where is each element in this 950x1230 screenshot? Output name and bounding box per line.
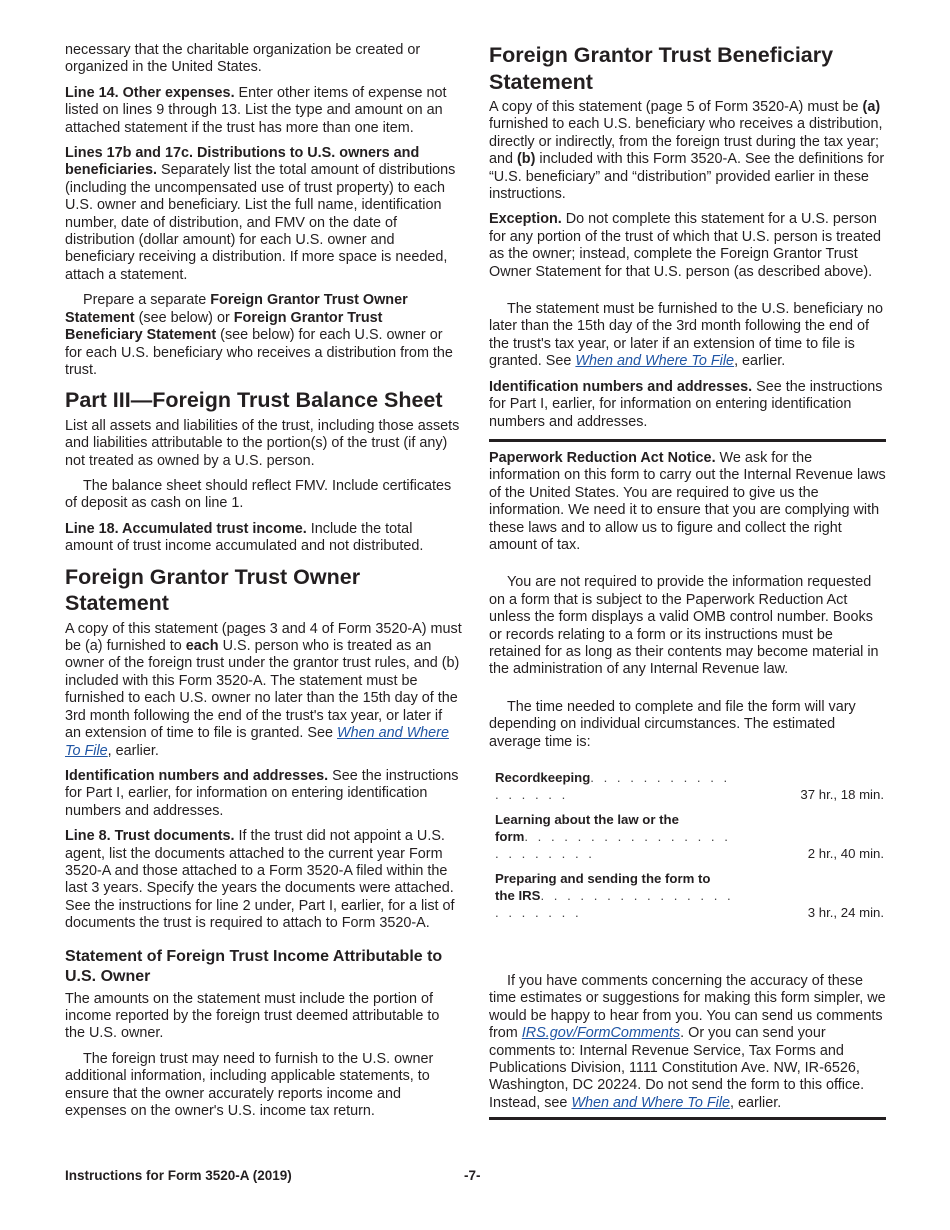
income-statement-heading: Statement of Foreign Trust Income Attributable to U.S. Owner [65, 947, 443, 985]
owner-statement-heading: Foreign Grantor Trust Owner Statement [65, 564, 361, 616]
paragraph: The balance sheet should reflect FMV. Include certificates of deposit as cash on line 1. [65, 478, 452, 512]
comments-paragraph: If you have comments concerning the accuracy of these time estimates or suggestions for making this form simpler, we would be happy to hear from you. You can send us comments from IRS.gov/FormComments. Or you can send your comments to: Internal Revenue Service, Tax Forms and Publications Division, 1111 Constitution Ave. NW, IR-6526, Washington, DC 20224. Do not send the form to this office. Instead, see When and Where To File, earlier. [489, 973, 886, 1111]
beneficiary-statement-paragraph: A copy of this statement (page 5 of Form 3520-A) must be (a) furnished to each U.S. beneficiary who receives a distribution, directly or indirectly, from the foreign trust during the tax year; and (b) included with this Form 3520-A. See the definitions for “U.S. beneficiary” and “distribution” provided earlier in these instructions. [489, 99, 885, 203]
owner-statement-paragraph: A copy of this statement (pages 3 and 4 of Form 3520-A) must be (a) furnished to each U.S. person who is treated as an owner of the foreign trust under the grantor trust rules, and (b) included with this Form 3520-A. The statement must be furnished to each U.S. owner no later than the 15th day of the 3rd month following the end of the trust's tax year, or later if an extension of time to file is granted. See When and Where To File, earlier. [65, 620, 462, 759]
part-3-heading: Part III—Foreign Trust Balance Sheet [65, 388, 443, 413]
left-column [65, 42, 462, 1128]
identification-heading: Identification numbers and addresses. [489, 378, 753, 395]
lines-17-paragraph: Lines 17b and 17c. Distributions to U.S. owners and beneficiaries. Separately list the total amount of distributions (including the uncompensated use of trust property) to each U.S. owner and beneficiary. List the full name, identification number, date of distribution, and FMV on the date of distribution (dollar amount) for each U.S. owner and beneficiary receiving a distribution. If more space is needed, attach a statement. [65, 145, 456, 283]
page-number: -7- [464, 1168, 481, 1183]
when-where-to-file-link[interactable]: When and Where To File [571, 1094, 731, 1111]
bottom-divider [489, 1117, 886, 1120]
prepare-statement-paragraph: Prepare a separate Foreign Grantor Trust Owner Statement (see below) or Foreign Grantor Trust Beneficiary Statement (see below) for each U.S. owner or for each U.S. beneficiary who receives a distribution from the trust. [65, 292, 453, 378]
paperwork-paragraph: Paperwork Reduction Act Notice. We ask for the information on this form to carry out the Internal Revenue laws of the United States. You are required to give us the information. We need it to ensure that you are complying with these laws and to allow us to figure and collect the right amount of tax. [489, 449, 886, 553]
exception-heading: Exception. [489, 211, 562, 228]
exception-paragraph: Exception. Do not complete this statement for a U.S. person for any portion of the trust of which that U.S. person is treated as the owner; instead, complete the Foreign Grantor Trust Owner Statement for that U.S. person (as described above). [489, 211, 881, 280]
furnish-paragraph: The statement must be furnished to the U.S. beneficiary no later than the 15th day of the 3rd month following the end of the trust's tax year, or later if an extension of time to file is granted. See When and Where To File, earlier. [489, 301, 883, 370]
paragraph: The amounts on the statement must include the portion of income reported by the foreign trust deemed attributable to the U.S. owner. [65, 990, 440, 1042]
identification-paragraph: Identification numbers and addresses. See the instructions for Part I, earlier, for information on entering identification numbers and addresses. [65, 767, 459, 819]
line-18-heading: Line 18. Accumulated trust income. [65, 520, 307, 537]
line-14-heading: Line 14. Other expenses. [65, 84, 235, 101]
line-8-heading: Line 8. Trust documents. [65, 828, 235, 845]
paragraph: The time needed to complete and file the form will vary depending on individual circumstances. The estimated average time is: [489, 698, 856, 750]
right-column [489, 42, 886, 1120]
paragraph: The foreign trust may need to furnish to the U.S. owner additional information, including applicable statements, to ensure that the owner accurately reports income and expenses on the owner's U.S. income tax return. [65, 1050, 434, 1119]
line-8-paragraph: Line 8. Trust documents. If the trust did not appoint a U.S. agent, list the documents attached to the current year Form 3520-A and those attached to a Form 3520-A filed within the last 3 years. Specify the years the documents were attached. See the instructions for line 2 under, Part I, earlier, for a list of documents the trust is required to attach to Form 3520-A. [65, 828, 455, 932]
lines-17-heading: Lines 17b and 17c. Distributions to U.S. owners and beneficiaries. [65, 145, 420, 179]
table-row: Preparing and sending the form to the IRS. . . . . . . . . . . . . . . . . . . . . . 3 hr., 24 min. [495, 871, 884, 920]
paragraph: necessary that the charitable organization be created or organized in the United States. [65, 42, 421, 76]
beneficiary-statement-heading: Foreign Grantor Trust Beneficiary Statement [489, 43, 834, 94]
when-where-to-file-link[interactable]: When and Where To File [575, 353, 735, 370]
table-row: Recordkeeping. . . . . . . . . . . . . . . . . 37 hr., 18 min. [495, 770, 884, 802]
line-14-paragraph: Line 14. Other expenses. Enter other items of expense not listed on lines 9 through 13. List the type and amount on an attached statement if the trust has more than one item. [65, 84, 447, 136]
form-comments-link[interactable]: IRS.gov/FormComments [521, 1025, 681, 1042]
paragraph: You are not required to provide the information requested on a form that is subject to the Paperwork Reduction Act unless the form displays a valid OMB control number. Books or records relating to a form or its instructions must be retained for as long as their contents may become material in the administration of any Internal Revenue law. [489, 574, 879, 678]
identification-heading: Identification numbers and addresses. [65, 767, 329, 784]
burden-table [495, 769, 884, 929]
paperwork-heading: Paperwork Reduction Act Notice. [489, 449, 716, 466]
line-18-paragraph: Line 18. Accumulated trust income. Include the total amount of trust income accumulated and not distributed. [65, 520, 424, 555]
identification-paragraph: Identification numbers and addresses. See the instructions for Part I, earlier, for information on entering identification numbers and addresses. [489, 378, 883, 430]
table-row: Learning about the law or the form. . . . . . . . . . . . . . . . . . . . . . . . 2 hr., 40 min. [495, 812, 884, 861]
paragraph: List all assets and liabilities of the trust, including those assets and liabilities attributable to the portion(s) of the trust (if any) not treated as owned by a U.S. person. [65, 417, 460, 469]
footer-title: Instructions for Form 3520-A (2019) [65, 1168, 292, 1183]
section-divider [489, 439, 886, 442]
when-where-to-file-link[interactable]: When and Where To File [65, 725, 449, 759]
